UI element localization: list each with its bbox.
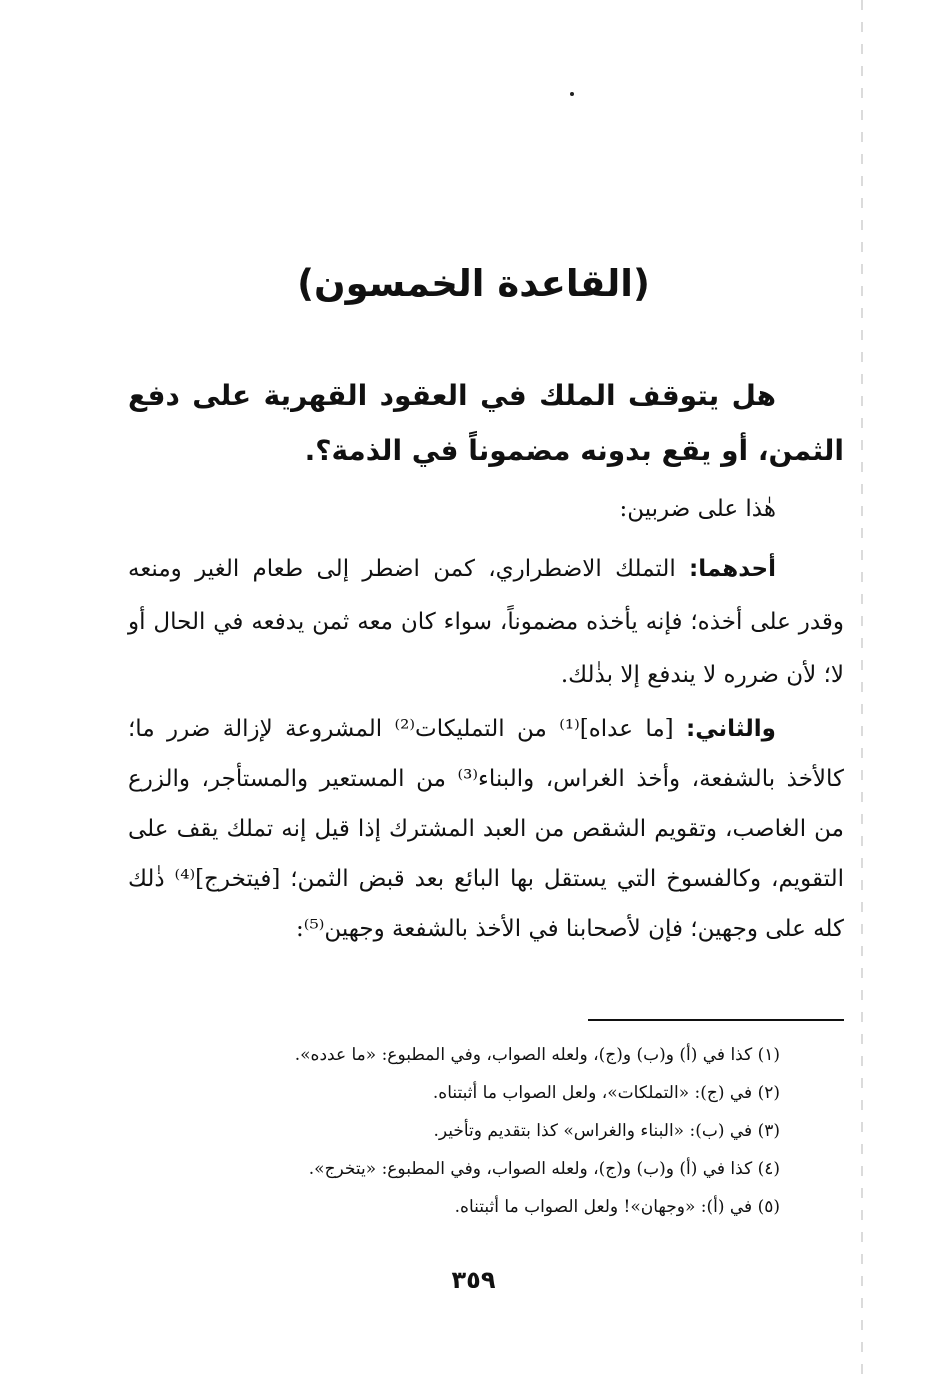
footnote-separator — [588, 1019, 844, 1021]
scan-edge-marks — [861, 0, 863, 1375]
paragraph-text: التملك الاضطراري، كمن اضطر إلى طعام الغير ومنعه وقدر على أخذه؛ فإنه يأخذه مضموناً، سواء كان معه ثمن يدفعه في الحال أو لا؛ لأن ضرره لا يندفع إلا بذٰلك. — [128, 556, 844, 688]
footnote: (٢) في (ج): «التملكات»، ولعل الصواب ما أثبتناه. — [432, 1083, 780, 1103]
paragraph-lead: والثاني: — [686, 716, 776, 742]
page-number: ٣٥٩ — [451, 1266, 496, 1294]
footnotes — [128, 1036, 780, 1226]
paragraph-second-type — [128, 704, 844, 954]
rule-question: هل يتوقف الملك في العقود القهرية على دفع الثمن، أو يقع بدونه مضموناً في الذمة؟. — [128, 379, 844, 467]
footnote: (٤) كذا في (أ) و(ب) و(ج)، ولعله الصواب، وفي المطبوع: «يتخرج». — [308, 1159, 780, 1179]
footnote: (٣) في (ب): «البناء والغراس» كذا بتقديم وتأخير. — [433, 1121, 780, 1141]
paragraph-lead: أحدهما: — [689, 556, 776, 582]
rule-title: (القاعدة الخمسون) — [297, 262, 650, 305]
footnote: (١) كذا في (أ) و(ب) و(ج)، ولعله الصواب، وفي المطبوع: «ما عدده». — [294, 1045, 780, 1065]
paragraph-text: [ما عداه]⁽¹⁾ من التمليكات⁽²⁾ المشروعة لإزالة ضرر ما؛ كالأخذ بالشفعة، وأخذ الغراس، والبناء⁽³⁾ من المستعير والمستأجر، والزرع من الغاصب، وتقويم الشقص من العبد المشترك إذا قيل إنه تملك يقف على التقويم، وكالفسوخ التي يستقل بها البائع بعد قبض الثمن؛ [فيتخرج]⁽⁴⁾ ذٰلك كله على وجهين؛ فإن لأصحابنا في الأخذ بالشفعة وجهين⁽⁵⁾: — [128, 716, 845, 942]
paragraph-first-type — [128, 543, 844, 702]
footnote: (٥) في (أ): «وجهان»! ولعل الصواب ما أثبتناه. — [454, 1197, 780, 1217]
intro-line: هٰذا على ضربين: — [619, 496, 776, 522]
scan-dot — [570, 92, 574, 96]
